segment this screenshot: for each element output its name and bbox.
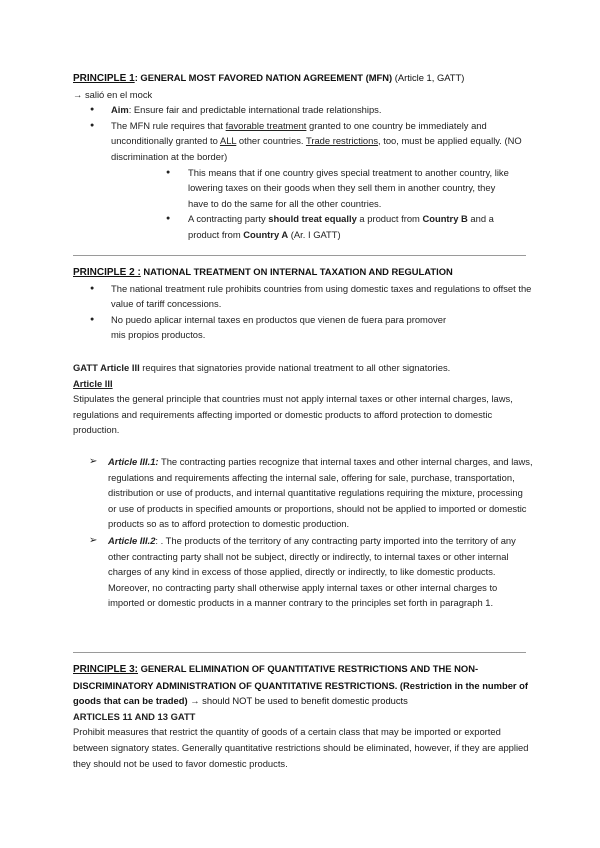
principle-2-heading: PRINCIPLE 2 : NATIONAL TREATMENT ON INTERNAL TAXATION AND REGULATION <box>73 266 453 278</box>
article-iii-heading: Article III <box>73 377 113 389</box>
article-iii-list <box>73 454 533 611</box>
gatt-article-iii <box>73 360 533 438</box>
principle-3-body: Prohibit measures that restrict the quantity of goods of a certain class that may be imported or exported between signatory states. Generally quantitative restrictions should be eliminated, however, if they are applied they should not be used to favor domestic products. <box>73 726 529 769</box>
principle-2-list <box>73 281 533 343</box>
list-item: ● The MFN rule requires that favorable treatment granted to one country be immediately and unconditionally granted to ALL other countries. Trade restrictions, too, must be applied equally. (NO discrimination at the border) <box>73 118 533 165</box>
list-item: ● This means that if one country gives special treatment to another country, like lowering taxes on their goods when they sell them in another country, they have to do the same for all the other countries. <box>73 165 518 212</box>
list-item: ● A contracting party should treat equally a product from Country B and a product from Country A (Ar. I GATT) <box>73 211 518 242</box>
list-item: ● The national treatment rule prohibits countries from using domestic taxes and regulations to offset the value of tariff concessions. <box>73 281 533 312</box>
list-item: ➢ Article III.2: . The products of the territory of any contracting party imported into the territory of any other contracting party shall not be subject, directly or indirectly, to internal taxes or other internal charges of any kind in excess of those applied, directly or indirectly, to like domestic products. Moreover, no contracting party shall otherwise apply internal taxes or other internal charges to imported or domestic products in a manner contrary to the principles set forth in paragraph 1. <box>73 533 533 611</box>
list-item: ● Aim: Ensure fair and predictable international trade relationships. <box>73 102 533 118</box>
principle-2-section <box>73 264 533 343</box>
principle-1-section <box>73 70 533 243</box>
article-iii-list-block <box>73 454 533 612</box>
principle-3-section <box>73 661 533 771</box>
gatt-statement: GATT Article III requires that signatories provide national treatment to all other signatories. <box>73 362 451 373</box>
principle-1-heading: PRINCIPLE 1: GENERAL MOST FAVORED NATION AGREEMENT (MFN) (Article 1, GATT) <box>73 72 465 84</box>
list-item: ➢ Article III.1: The contracting parties recognize that internal taxes and other internal charges, and laws, regulations and requirements affecting the internal sale, offering for sale, purchase, transportation, distribution or use of products, and internal quantitative regulations requiring the mixture, processing or use of products in specified amounts or proportions, should not be applied to imported or domestic products so as to afford protection to domestic production. <box>73 454 533 532</box>
principle-1-sublist <box>73 165 518 243</box>
principle-3-articles: ARTICLES 11 AND 13 GATT <box>73 710 196 722</box>
principle-1-list <box>73 102 533 164</box>
principle-1-note: → salió en el mock <box>73 88 153 100</box>
section-divider <box>73 255 526 256</box>
article-iii-text: Stipulates the general principle that countries must not apply internal taxes or other internal charges, laws, regulations and requirements affecting imported or domestic products to afford protection to domestic production. <box>73 393 513 436</box>
principle-3-heading: PRINCIPLE 3: GENERAL ELIMINATION OF QUANTITATIVE RESTRICTIONS AND THE NON-DISCRIMINATORY ADMINISTRATION OF QUANTITATIVE RESTRICTIONS. (Restriction in the number of goods that can be traded) → should NOT be used to benefit domestic products <box>73 663 529 707</box>
section-divider <box>73 652 526 653</box>
list-item: ● No puedo aplicar internal taxes en productos que vienen de fuera para promover mis propios productos. <box>73 312 533 343</box>
